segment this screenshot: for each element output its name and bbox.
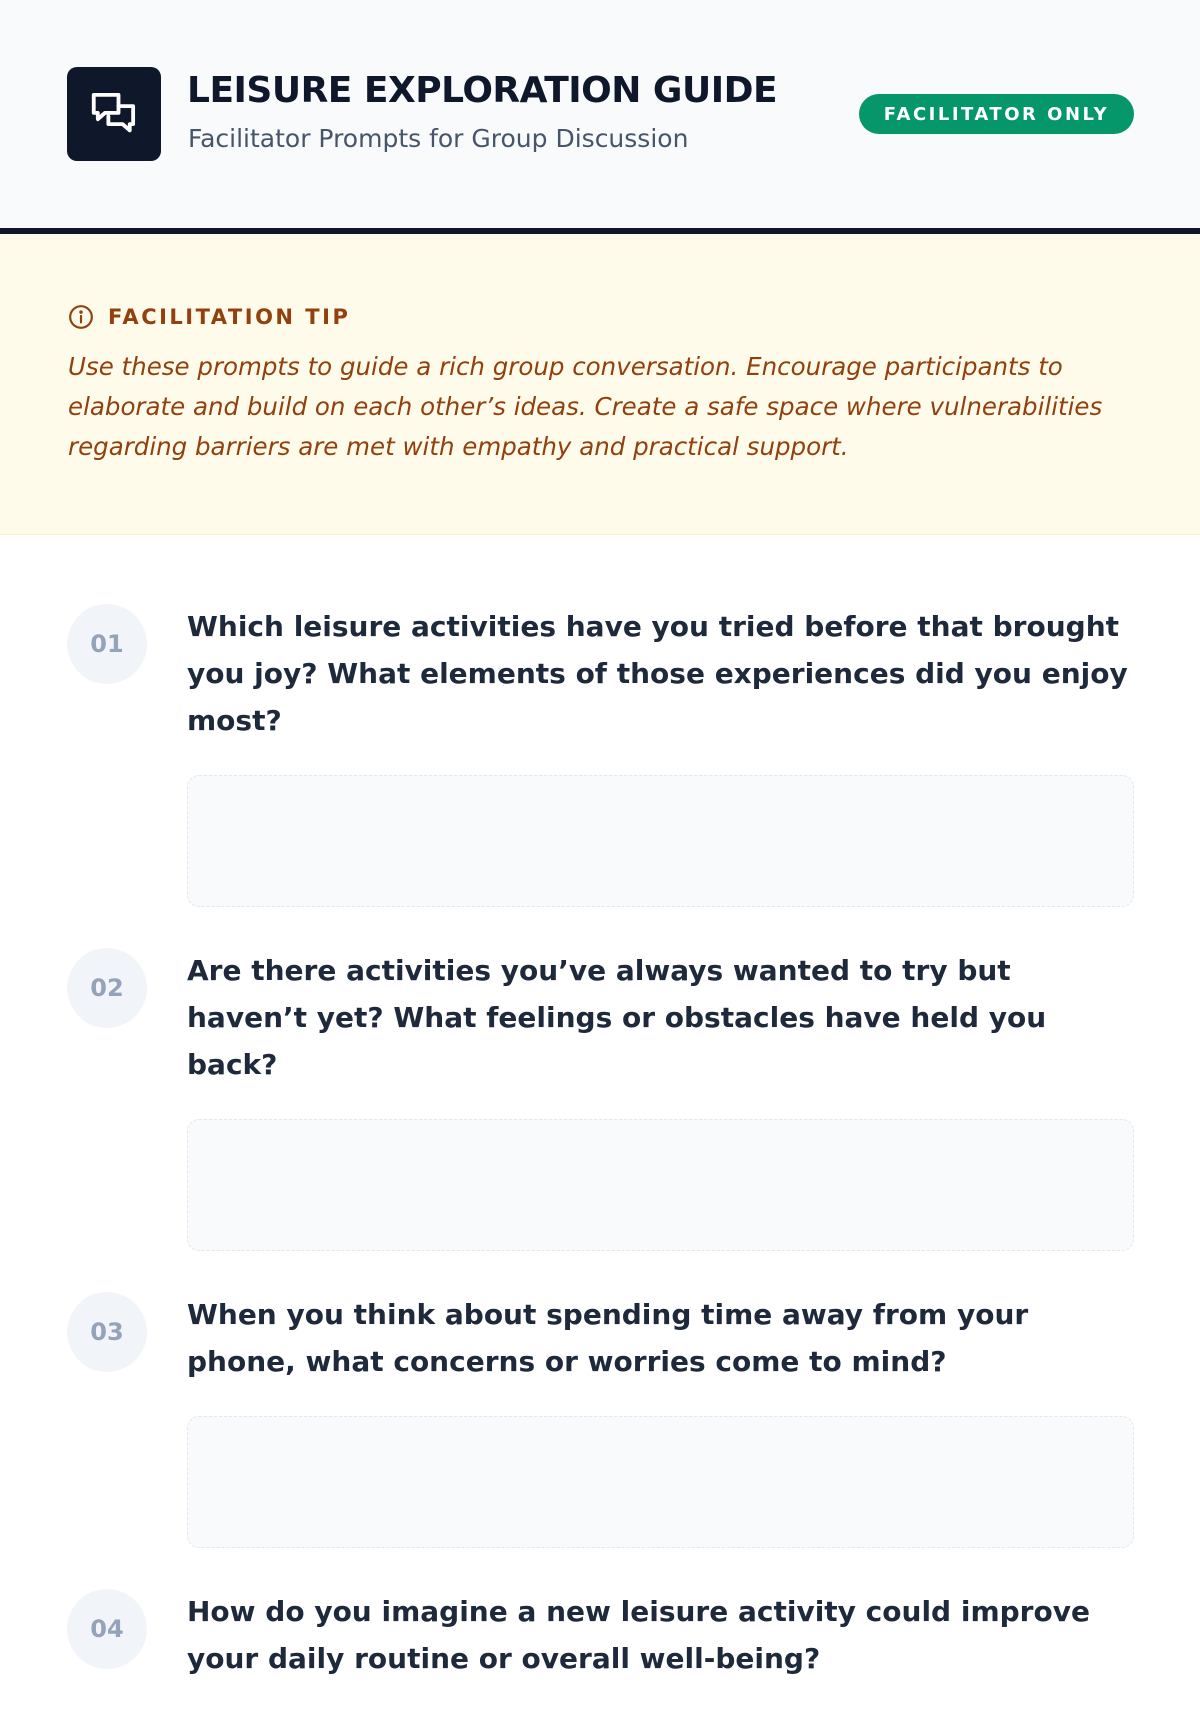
- question-list: [0, 535, 1200, 1722]
- question-item: [0, 1291, 1200, 1548]
- tip-heading: [68, 304, 350, 330]
- question-number: 02: [67, 948, 147, 1028]
- question-text: Are there activities you’ve always wanted to try but haven’t yet? What feelings or obstacles have held you back?: [187, 954, 1047, 1081]
- question-item: [0, 947, 1200, 1251]
- facilitator-badge: FACILITATOR ONLY: [859, 94, 1134, 134]
- page-subtitle: Facilitator Prompts for Group Discussion: [188, 124, 689, 153]
- facilitation-tip-panel: [0, 234, 1200, 535]
- info-icon: [68, 304, 94, 330]
- page-title: LEISURE EXPLORATION GUIDE: [187, 70, 778, 111]
- answer-area[interactable]: [187, 775, 1134, 907]
- answer-area[interactable]: [187, 1416, 1134, 1548]
- tip-label: FACILITATION TIP: [108, 305, 351, 329]
- question-text: Which leisure activities have you tried before that brought you joy? What elements of those experiences did you enjoy most?: [187, 610, 1128, 737]
- question-item: [0, 535, 1200, 907]
- question-number: 01: [67, 604, 147, 684]
- question-number: 04: [67, 1589, 147, 1669]
- page-header: [0, 0, 1200, 234]
- question-item: [0, 1588, 1200, 1682]
- question-text: When you think about spending time away from your phone, what concerns or worries come to mind?: [187, 1298, 1029, 1378]
- tip-text: Use these prompts to guide a rich group conversation. Encourage participants to elaborate and build on each other’s ideas. Create a safe space where vulnerabilities regarding barriers are met with empathy and practical support.: [68, 352, 1103, 461]
- chat-bubbles-icon: [87, 87, 141, 141]
- answer-area[interactable]: [187, 1119, 1134, 1251]
- logo: [67, 67, 161, 161]
- question-text: How do you imagine a new leisure activity could improve your daily routine or overall well-being?: [187, 1595, 1090, 1675]
- question-number: 03: [67, 1292, 147, 1372]
